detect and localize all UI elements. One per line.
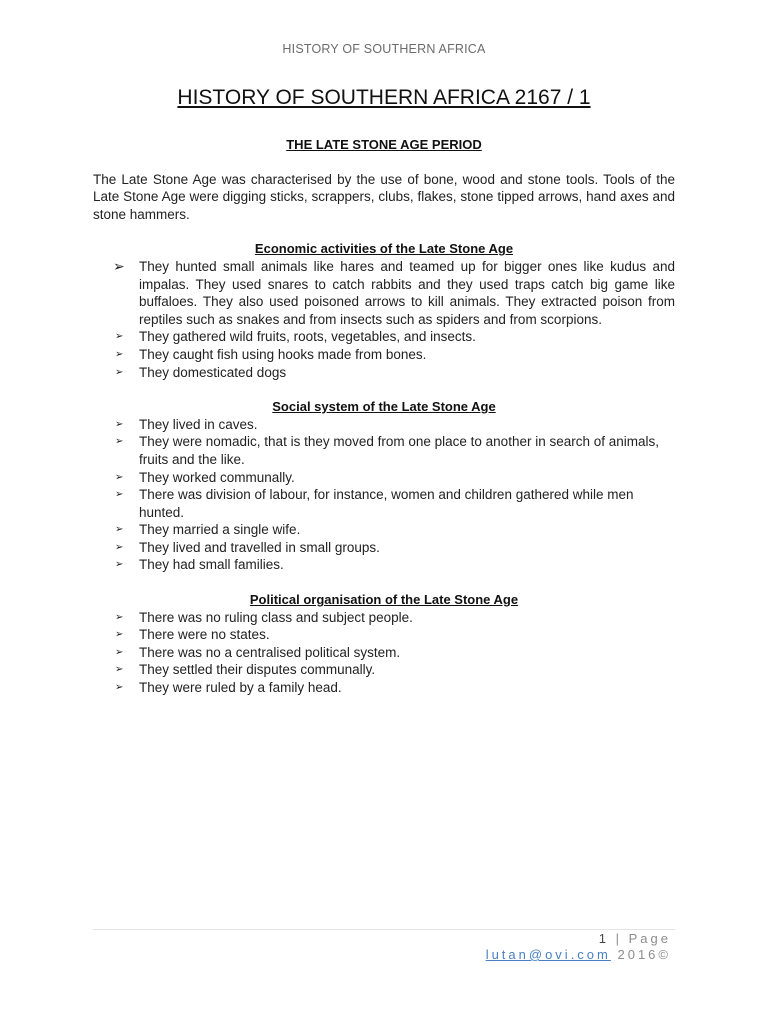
period-heading: THE LATE STONE AGE PERIOD <box>286 137 482 152</box>
political-heading: Political organisation of the Late Stone Age <box>249 592 519 608</box>
arrow-bullet-icon: ➢ <box>115 646 124 658</box>
list-item: ➢ They hunted small animals like hares and teamed up for bigger ones like kudus and impalas. They used snares to catch rabbits and they used traps catch big game like buffaloes. They also used poisoned arrows to kill animals. They extracted poison from reptiles such as snakes and from insects such as spiders and from scorpions. <box>113 257 675 327</box>
list-item: ➢ They lived in caves. <box>115 416 258 432</box>
intro-paragraph: The Late Stone Age was characterised by the use of bone, wood and stone tools. Tools of the Late Stone Age were digging sticks, scrappers, clubs, flakes, stone tipped arrows, hand axes and stone hammers. <box>93 171 675 222</box>
document-body <box>93 136 675 714</box>
list-item: ➢ They lived and travelled in small groups. <box>115 539 380 555</box>
arrow-bullet-icon: ➢ <box>115 348 124 360</box>
arrow-bullet-icon: ➢ <box>115 541 124 553</box>
list-item: ➢ They gathered wild fruits, roots, vegetables, and insects. <box>115 329 476 345</box>
list-item: ➢ They married a single wife. <box>115 522 301 538</box>
page-number: 1 | Page <box>598 931 671 946</box>
arrow-bullet-icon: ➢ <box>115 682 124 694</box>
arrow-bullet-icon: ➢ <box>115 436 124 448</box>
list-item: ➢ They had small families. <box>115 557 284 573</box>
arrow-bullet-icon: ➢ <box>115 524 124 536</box>
economic-list <box>93 258 675 381</box>
arrow-bullet-icon: ➢ <box>115 611 124 623</box>
arrow-bullet-icon: ➢ <box>115 629 124 641</box>
arrow-bullet-icon: ➢ <box>115 559 124 571</box>
list-item: ➢ There was no a centralised political system. <box>115 644 401 660</box>
footer-contact: lutan@ovi.com 2016© <box>485 947 671 962</box>
list-item: ➢ They worked communally. <box>115 469 295 485</box>
arrow-bullet-icon: ➢ <box>115 418 124 430</box>
arrow-bullet-icon: ➢ <box>115 489 124 501</box>
social-list <box>93 416 675 574</box>
economic-heading: Economic activities of the Late Stone Age <box>254 241 514 257</box>
arrow-bullet-icon: ➢ <box>115 471 124 483</box>
footer-divider <box>93 929 675 930</box>
list-item: ➢ They domesticated dogs <box>115 364 287 380</box>
running-header: HISTORY OF SOUTHERN AFRICA <box>282 42 486 56</box>
arrow-bullet-icon: ➢ <box>115 331 124 343</box>
list-item: ➢ There were no states. <box>115 627 270 643</box>
list-item: ➢ There was division of labour, for instance, women and children gathered while men hunted. <box>115 487 634 520</box>
arrow-bullet-icon: ➢ <box>115 366 124 378</box>
document-title: HISTORY OF SOUTHERN AFRICA 2167 / 1 <box>177 86 591 109</box>
list-item: ➢ There was no ruling class and subject people. <box>115 609 413 625</box>
political-list <box>93 609 675 697</box>
arrow-bullet-icon: ➢ <box>113 257 125 274</box>
email-link[interactable]: lutan@ovi.com <box>485 947 611 962</box>
list-item: ➢ They were nomadic, that is they moved from one place to another in search of animals, fruits and the like. <box>115 434 660 467</box>
list-item: ➢ They were ruled by a family head. <box>115 680 342 696</box>
list-item: ➢ They caught fish using hooks made from bones. <box>115 346 427 362</box>
social-heading: Social system of the Late Stone Age <box>272 399 496 415</box>
arrow-bullet-icon: ➢ <box>115 664 124 676</box>
list-item: ➢ They settled their disputes communally. <box>115 662 376 678</box>
